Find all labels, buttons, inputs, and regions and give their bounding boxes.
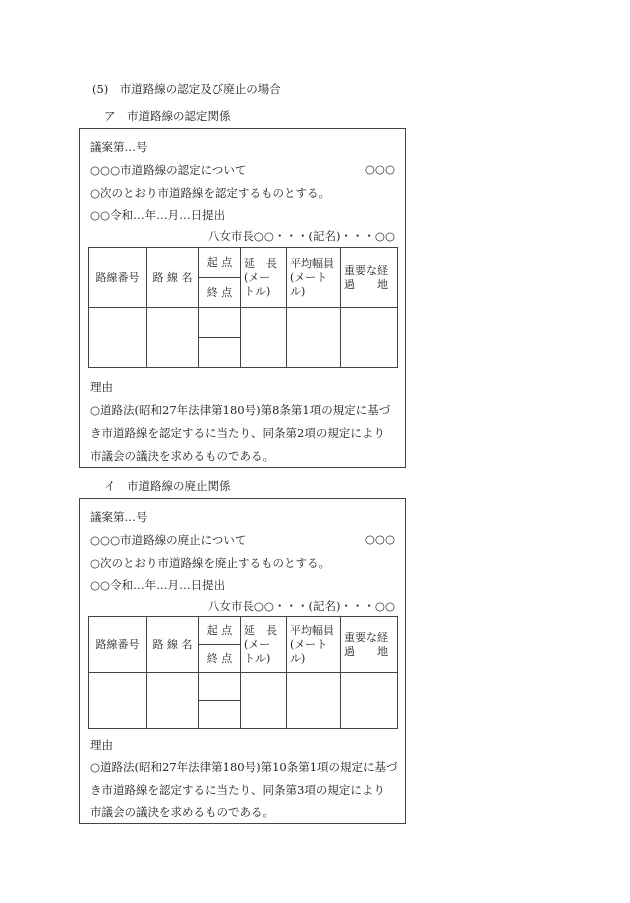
bill-date: ○○令和…年…月…日提出 bbox=[90, 578, 226, 592]
bill-box-ninntei bbox=[79, 128, 406, 468]
section-heading-haishi: イ 市道路線の廃止関係 bbox=[104, 479, 231, 493]
header-via: 重要な経 過 地 bbox=[341, 617, 398, 673]
reason-line: き市道路線を認定するに当たり、同条第3項の規定により bbox=[90, 783, 385, 797]
header-route-no: 路線番号 bbox=[89, 248, 147, 308]
bill-date: ○○令和…年…月…日提出 bbox=[90, 208, 226, 222]
section-heading-ninntei: ア 市道路線の認定関係 bbox=[104, 109, 231, 123]
bill-title-right: ○○○ bbox=[364, 162, 395, 176]
bill-signer: 八女市長○○・・・(記名)・・・○○ bbox=[207, 229, 395, 243]
cell-empty bbox=[241, 308, 287, 368]
cell-empty bbox=[341, 308, 398, 368]
cell-empty bbox=[199, 308, 241, 338]
cell-empty bbox=[199, 338, 241, 368]
cell-empty bbox=[287, 673, 341, 729]
header-length: 延 長 (メー トル) bbox=[241, 248, 287, 308]
reason-line: ○道路法(昭和27年法律第180号)第8条第1項の規定に基づ bbox=[90, 403, 391, 417]
bill-title: ○○○市道路線の認定について bbox=[90, 163, 247, 177]
route-table bbox=[88, 247, 398, 368]
header-end: 終 点 bbox=[199, 645, 241, 673]
cell-empty bbox=[287, 308, 341, 368]
bill-box-haishi bbox=[79, 498, 406, 824]
main-heading: (5) 市道路線の認定及び廃止の場合 bbox=[92, 82, 281, 96]
header-route-no: 路線番号 bbox=[89, 617, 147, 673]
route-table bbox=[88, 616, 398, 729]
cell-empty bbox=[341, 673, 398, 729]
bill-number: 議案第…号 bbox=[90, 140, 148, 154]
header-end: 終 点 bbox=[199, 278, 241, 308]
cell-empty bbox=[199, 673, 241, 701]
header-width: 平均幅員 (メート ル) bbox=[287, 248, 341, 308]
reason-line: 市議会の議決を求めるものである。 bbox=[90, 805, 274, 819]
header-start: 起 点 bbox=[199, 248, 241, 278]
bill-signer: 八女市長○○・・・(記名)・・・○○ bbox=[207, 599, 395, 613]
cell-empty bbox=[199, 701, 241, 729]
reason-line: き市道路線を認定するに当たり、同条第2項の規定により bbox=[90, 426, 385, 440]
header-route-name: 路 線 名 bbox=[147, 248, 199, 308]
bill-title: ○○○市道路線の廃止について bbox=[90, 533, 247, 547]
header-via: 重要な経 過 地 bbox=[341, 248, 398, 308]
header-length: 延 長 (メー トル) bbox=[241, 617, 287, 673]
bill-number: 議案第…号 bbox=[90, 510, 148, 524]
bill-body: ○次のとおり市道路線を認定するものとする。 bbox=[90, 186, 331, 200]
reason-line: ○道路法(昭和27年法律第180号)第10条第1項の規定に基づ bbox=[90, 760, 398, 774]
bill-title-right: ○○○ bbox=[364, 532, 395, 546]
cell-empty bbox=[147, 673, 199, 729]
cell-empty bbox=[89, 673, 147, 729]
header-route-name: 路 線 名 bbox=[147, 617, 199, 673]
cell-empty bbox=[147, 308, 199, 368]
header-start: 起 点 bbox=[199, 617, 241, 645]
cell-empty bbox=[89, 308, 147, 368]
reason-label: 理由 bbox=[90, 380, 113, 394]
bill-body: ○次のとおり市道路線を廃止するものとする。 bbox=[90, 556, 331, 570]
header-width: 平均幅員 (メート ル) bbox=[287, 617, 341, 673]
reason-label: 理由 bbox=[90, 738, 113, 752]
cell-empty bbox=[241, 673, 287, 729]
reason-line: 市議会の議決を求めるものである。 bbox=[90, 449, 274, 463]
